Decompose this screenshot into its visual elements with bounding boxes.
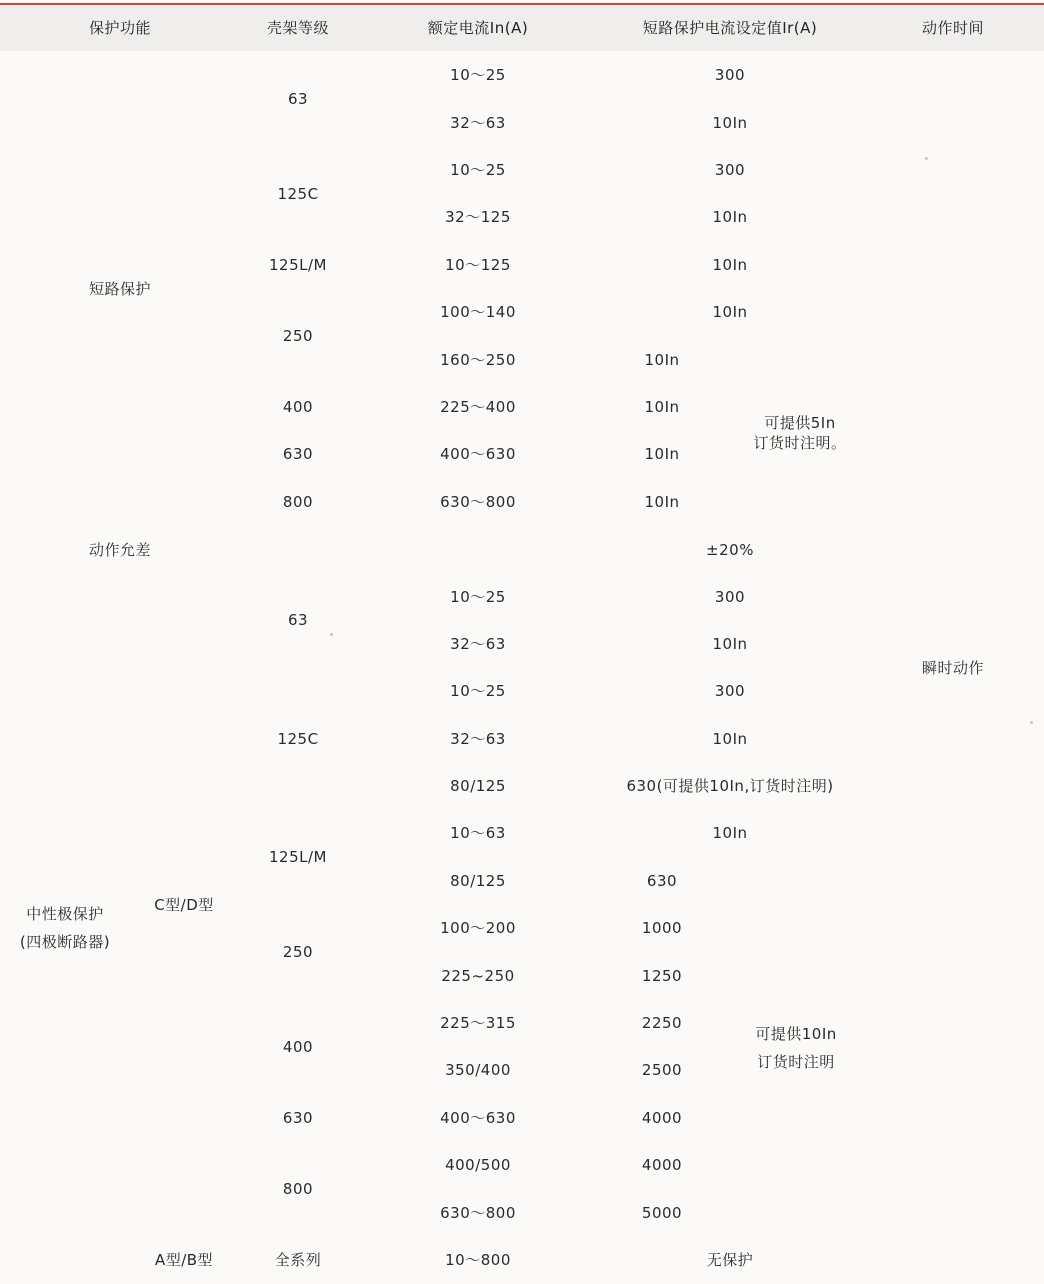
header-protection-function: 保护功能 [88, 19, 152, 37]
current-cell: 32～63 [450, 114, 506, 132]
note-5in-line2: 订货时注明。 [753, 434, 847, 452]
current-cell: 225～400 [440, 398, 516, 416]
setting-cell-no-protection: 无保护 [706, 1251, 754, 1269]
frame-cell: 800 [282, 493, 314, 511]
frame-cell: 63 [287, 611, 309, 629]
current-cell: 32～63 [450, 730, 506, 748]
frame-cell: 63 [287, 90, 309, 108]
setting-cell: 1000 [641, 919, 683, 937]
setting-cell: 10In [644, 398, 680, 416]
subtype-cd: C型/D型 [154, 896, 214, 914]
frame-cell: 125L/M [269, 256, 327, 274]
setting-cell: 5000 [641, 1204, 683, 1222]
frame-cell: 630 [282, 1109, 314, 1127]
setting-cell: 300 [714, 682, 746, 700]
current-cell: 10～800 [445, 1251, 511, 1269]
current-cell: 10～63 [450, 824, 506, 842]
function-neutral-line2: (四极断路器) [19, 933, 111, 951]
setting-cell: 10In [644, 351, 680, 369]
print-speck [925, 157, 928, 160]
current-cell: 10～25 [450, 66, 506, 84]
frame-cell: 250 [282, 943, 314, 961]
current-cell: 630～800 [440, 493, 516, 511]
action-time-instant: 瞬时动作 [921, 659, 985, 677]
current-cell: 80/125 [450, 872, 506, 890]
setting-cell: 10In [712, 114, 748, 132]
setting-cell-tolerance: ±20% [706, 541, 754, 559]
frame-cell: 全系列 [274, 1251, 322, 1269]
setting-cell: 1250 [641, 967, 683, 985]
frame-cell: 125L/M [269, 848, 327, 866]
setting-cell: 300 [714, 161, 746, 179]
current-cell: 100～200 [440, 919, 516, 937]
note-10in-line2: 订货时注明 [757, 1053, 835, 1071]
frame-cell: 630 [282, 445, 314, 463]
setting-cell: 4000 [641, 1156, 683, 1174]
setting-cell: 10In [712, 303, 748, 321]
current-cell: 10～125 [445, 256, 511, 274]
setting-cell: 630 [646, 872, 678, 890]
frame-cell: 250 [282, 327, 314, 345]
note-10in-line1: 可提供10In [755, 1025, 837, 1043]
setting-cell: 10In [644, 493, 680, 511]
current-cell: 10～25 [450, 682, 506, 700]
current-cell: 32～125 [445, 208, 511, 226]
setting-cell: 10In [712, 256, 748, 274]
header-rated-current: 额定电流In(A) [427, 19, 529, 37]
function-tolerance: 动作允差 [88, 541, 152, 559]
print-speck [330, 633, 333, 636]
current-cell: 225~250 [441, 967, 515, 985]
frame-cell: 800 [282, 1180, 314, 1198]
setting-cell: 10In [712, 824, 748, 842]
current-cell: 400～630 [440, 1109, 516, 1127]
current-cell: 32～63 [450, 635, 506, 653]
setting-cell: 10In [712, 730, 748, 748]
frame-cell: 125C [277, 730, 319, 748]
current-cell: 225～315 [440, 1014, 516, 1032]
setting-cell: 630(可提供10In,订货时注明) [626, 777, 834, 795]
setting-cell: 300 [714, 588, 746, 606]
setting-cell: 4000 [641, 1109, 683, 1127]
note-5in-line1: 可提供5In [764, 414, 836, 432]
current-cell: 80/125 [450, 777, 506, 795]
header-frame-grade: 壳架等级 [266, 19, 330, 37]
setting-cell: 2250 [641, 1014, 683, 1032]
setting-cell: 10In [712, 635, 748, 653]
current-cell: 350/400 [445, 1061, 511, 1079]
setting-cell: 2500 [641, 1061, 683, 1079]
current-cell: 100～140 [440, 303, 516, 321]
subtype-ab: A型/B型 [154, 1251, 214, 1269]
function-short-circuit: 短路保护 [88, 280, 152, 298]
setting-cell: 10In [712, 208, 748, 226]
frame-cell: 400 [282, 1038, 314, 1056]
current-cell: 10～25 [450, 588, 506, 606]
current-cell: 160～250 [440, 351, 516, 369]
print-speck [1030, 721, 1033, 724]
current-cell: 400～630 [440, 445, 516, 463]
frame-cell: 400 [282, 398, 314, 416]
frame-cell: 125C [277, 185, 319, 203]
current-cell: 10～25 [450, 161, 506, 179]
current-cell: 630～800 [440, 1204, 516, 1222]
setting-cell: 10In [644, 445, 680, 463]
header-action-time: 动作时间 [921, 19, 985, 37]
current-cell: 400/500 [445, 1156, 511, 1174]
header-short-circuit-setting: 短路保护电流设定值Ir(A) [642, 19, 818, 37]
setting-cell: 300 [714, 66, 746, 84]
function-neutral-line1: 中性极保护 [26, 905, 104, 923]
